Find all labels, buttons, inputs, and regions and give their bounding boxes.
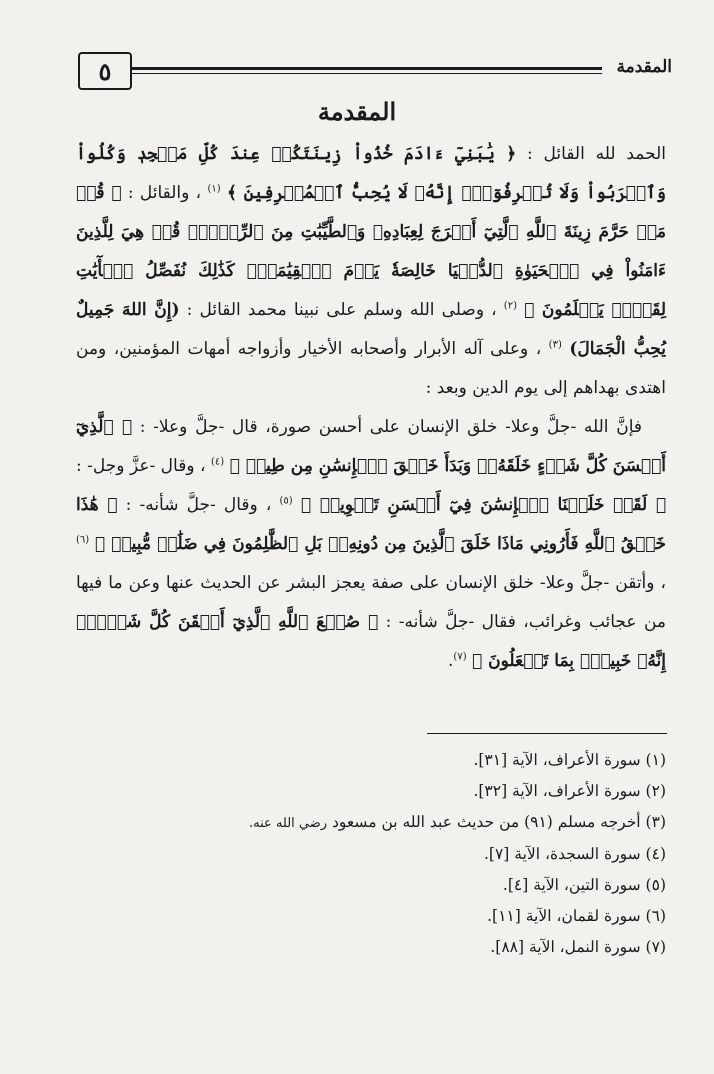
- footnote-number: (٢): [645, 782, 666, 800]
- footnote-ref-3: (٣): [548, 339, 562, 351]
- text-and-said-2: ، وقال -جلَّ شأنه- :: [125, 495, 272, 515]
- page-number-box: [78, 52, 132, 90]
- footnote-number: (٤): [645, 845, 666, 863]
- footnote-text: سورة الأعراف، الآية [٣١].: [473, 751, 641, 769]
- footnote-number: (٥): [645, 876, 666, 894]
- salutation-glyph: رضي الله عنه.: [249, 816, 328, 831]
- text-end: .: [448, 651, 454, 671]
- footnotes: [76, 745, 666, 963]
- text-perfected: ، وأتقن -جلَّ وعلا- خلق الإنسان على صفة يعجز البشر عن الحديث عنها وعن ما فيها من عجائب وغرائب، فقال -جلَّ شأنه- :: [76, 573, 666, 632]
- text-family: ، وعلى آله الأبرار وأصحابه الأخيار وأزواجه أمهات المؤمنين، ومن اهتدى بهداهم إلى يوم الدين وبعد :: [76, 339, 666, 398]
- footnote-text: سورة السجدة، الآية [٧].: [483, 845, 641, 863]
- footnote-number: (٧): [645, 938, 666, 956]
- intro-text: الحمد لله القائل :: [527, 144, 666, 164]
- header-rule-thin: [132, 73, 602, 74]
- footnote-text: سورة التين، الآية [٤].: [502, 876, 641, 894]
- quran-verse-7: ﴿ صُنۡعَ ٱللَّهِ ٱلَّذِيٓ أَتۡقَنَ كُلَّ شَيۡءٍۚ إِنَّهُۥ خَبِيرُۢ بِمَا تَفۡعَلُونَ ﴾: [76, 612, 666, 671]
- hadith-quote: (إِنَّ اللهَ جَمِيلٌ يُحِبُّ الْجَمَالَ): [76, 300, 666, 359]
- quran-verse-1: ﴿ يَٰبَنِيٓ ءَادَمَ خُذُواْ زِينَتَكُمۡ عِندَ كُلِّ مَسۡجِدٖ وَكُلُواْ وَٱشۡرَبُواْ وَلَا تُسۡرِفُوٓاْۚ إِنَّهُۥ لَا يُحِبُّ ٱلۡمُسۡرِفِينَ ﴾: [76, 144, 666, 203]
- paragraph-creation: [76, 408, 666, 681]
- footnote-ref-1: (١): [207, 183, 221, 195]
- footnote-ref-6: (٦): [76, 534, 90, 546]
- paragraph-intro: [76, 135, 666, 408]
- footnote-3: [76, 807, 666, 839]
- quran-verse-4: ﴿ ٱلَّذِيٓ أَحۡسَنَ كُلَّ شَيۡءٍ خَلَقَهُۥۖ وَبَدَأَ خَلۡقَ ٱلۡإِنسَٰنِ مِن طِينٖ ﴾: [76, 417, 666, 476]
- footnote-5: [76, 870, 666, 901]
- footnote-1: [76, 745, 666, 776]
- main-text: [76, 135, 666, 681]
- footnote-text: سورة الأعراف، الآية [٣٢].: [473, 782, 641, 800]
- footnote-ref-2: (٢): [503, 300, 517, 312]
- footnote-2: [76, 776, 666, 807]
- footnote-6: [76, 901, 666, 932]
- footnote-text: سورة لقمان، الآية [١١].: [487, 907, 641, 925]
- footnote-4: [76, 839, 666, 870]
- footnote-ref-4: (٤): [210, 456, 225, 468]
- footnote-7: [76, 932, 666, 963]
- page-number: ٥: [98, 56, 112, 86]
- header-rule-thick: [132, 67, 602, 70]
- footnote-number: (٣): [645, 813, 666, 831]
- page-title: المقدمة: [317, 97, 397, 126]
- footnote-separator: [427, 733, 667, 734]
- footnote-ref-5: (٥): [279, 495, 293, 507]
- footnote-text: سورة النمل، الآية [٨٨].: [490, 938, 641, 956]
- footnote-ref-7: (٧): [453, 651, 467, 663]
- quran-verse-5: ﴿ لَقَدۡ خَلَقۡنَا ٱلۡإِنسَٰنَ فِيٓ أَحۡسَنِ تَقۡوِيمٖ ﴾: [300, 495, 667, 515]
- text-creation: فإنَّ الله -جلَّ وعلا- خلق الإنسان على أحسن صورة، قال -جلَّ وعلا- :: [139, 417, 643, 437]
- quran-verse-6: ﴿ هَٰذَا خَلۡقُ ٱللَّهِ فَأَرُونِي مَاذَا خَلَقَ ٱلَّذِينَ مِن دُونِهِۦۚ بَلِ ٱلظَّٰلِمُونَ فِي ضَلَٰلٖ مُّبِينٖ ﴾: [76, 495, 666, 554]
- text-prayer: ، وصلى الله وسلم على نبينا محمد القائل :: [186, 300, 497, 320]
- footnote-number: (٦): [645, 907, 666, 925]
- footnote-number: (١): [645, 751, 666, 769]
- text-and-the-one: ، والقائل :: [127, 183, 202, 203]
- running-header: [72, 52, 672, 92]
- text-and-said-1: ، وقال -عزَّ وجل- :: [76, 456, 206, 476]
- footnote-text: أخرجه مسلم (٩١) من حديث عبد الله بن مسعود: [332, 813, 641, 831]
- quran-verse-2: ﴿ قُلۡ مَنۡ حَرَّمَ زِينَةَ ٱللَّهِ ٱلَّتِيٓ أَخۡرَجَ لِعِبَادِهِۦ وَٱلطَّيِّبَٰتِ مِنَ ٱلرِّزۡقِۚ قُلۡ هِيَ لِلَّذِينَ ءَامَنُواْ فِي ٱلۡحَيَوٰةِ ٱلدُّنۡيَا خَالِصَةٗ يَوۡمَ ٱلۡقِيَٰمَةِۗ كَذَٰلِكَ نُفَصِّلُ ٱلۡأٓيَٰتِ لِقَوۡمٖ يَعۡلَمُونَ ﴾: [76, 183, 667, 320]
- running-title: المقدمة: [616, 57, 672, 77]
